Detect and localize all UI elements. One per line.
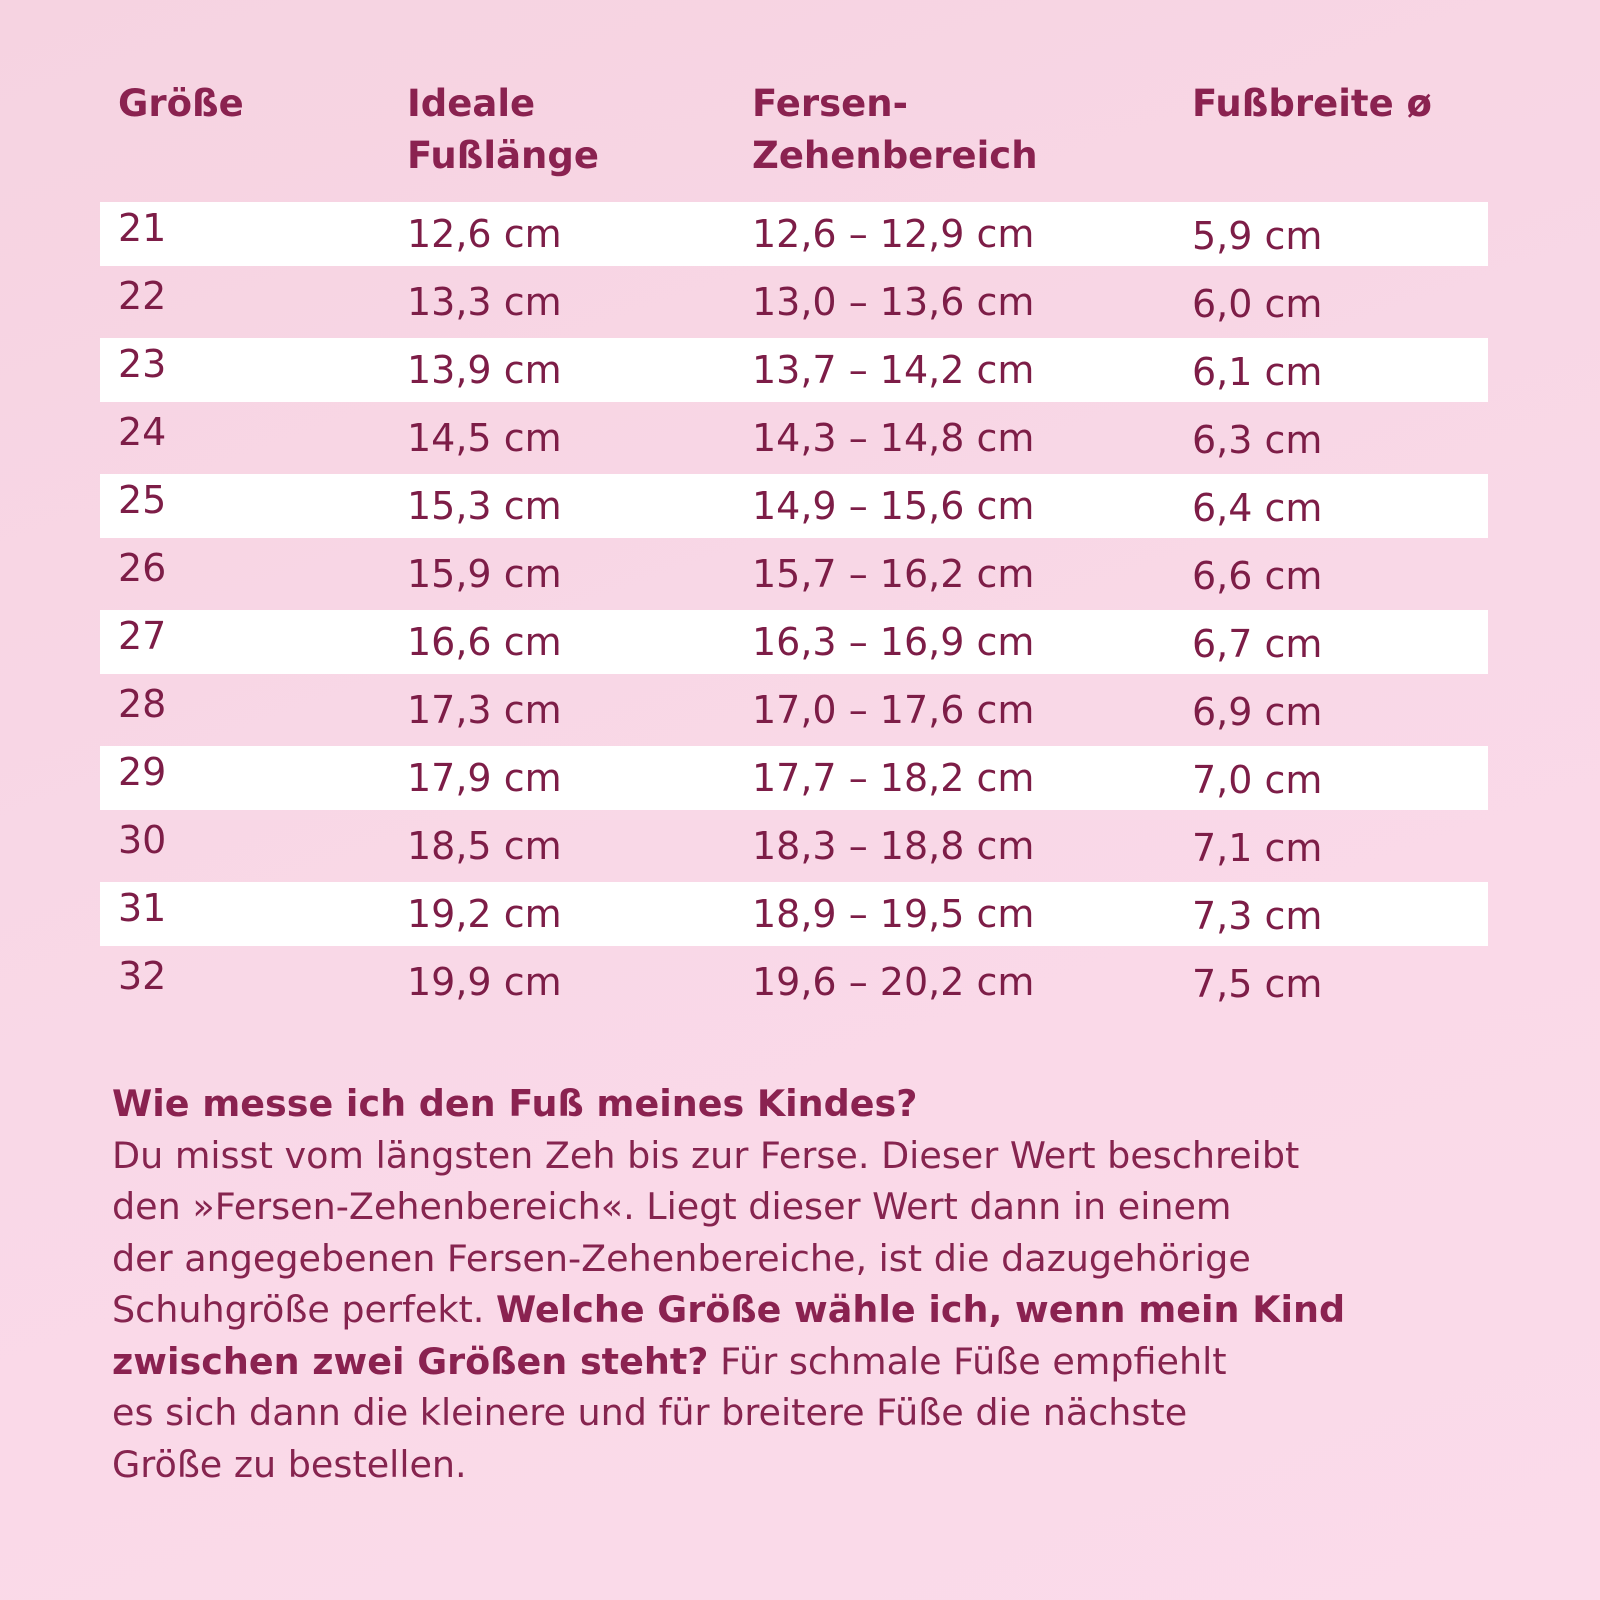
- cell-heel-toe-range: 13,0 – 13,6 cm: [752, 280, 1035, 324]
- cell-foot-width: 6,0 cm: [1192, 282, 1323, 326]
- header-foot-width: Fußbreite ø: [1192, 82, 1432, 125]
- cell-foot-width: 6,6 cm: [1192, 554, 1323, 598]
- cell-foot-width: 6,1 cm: [1192, 350, 1323, 394]
- table-row: [100, 746, 1488, 810]
- question-how-to-measure: Wie messe ich den Fuß meines Kindes?: [112, 1082, 918, 1125]
- cell-heel-toe-range: 14,3 – 14,8 cm: [752, 416, 1035, 460]
- cell-foot-width: 5,9 cm: [1192, 214, 1323, 258]
- cell-heel-toe-range: 18,3 – 18,8 cm: [752, 824, 1035, 868]
- answer-text: Für schmale Füße empfiehlt: [708, 1339, 1227, 1383]
- cell-foot-width: 7,3 cm: [1192, 894, 1323, 938]
- cell-size: 28: [118, 682, 167, 726]
- cell-size: 22: [118, 274, 167, 318]
- table-row: [100, 950, 1488, 1014]
- cell-foot-width: 6,4 cm: [1192, 486, 1323, 530]
- cell-heel-toe-range: 15,7 – 16,2 cm: [752, 552, 1035, 596]
- cell-foot-length: 12,6 cm: [407, 212, 562, 256]
- cell-size: 30: [118, 818, 167, 862]
- cell-foot-length: 19,2 cm: [407, 892, 562, 936]
- cell-size: 21: [118, 206, 167, 250]
- cell-heel-toe-range: 17,7 – 18,2 cm: [752, 756, 1035, 800]
- cell-foot-width: 6,3 cm: [1192, 418, 1323, 462]
- cell-size: 29: [118, 750, 167, 794]
- table-row: [100, 610, 1488, 674]
- measuring-info: [112, 1078, 1472, 1490]
- answer-line: den »Fersen-Zehenbereich«. Liegt dieser Wert dann in einem: [112, 1185, 1232, 1228]
- cell-foot-width: 7,5 cm: [1192, 962, 1323, 1006]
- answer-line: der angegebenen Fersen-Zehenbereiche, ist die dazugehörige: [112, 1236, 1251, 1280]
- table-header: [100, 78, 1488, 198]
- cell-foot-length: 13,9 cm: [407, 348, 562, 392]
- table-row: [100, 474, 1488, 538]
- table-row: [100, 542, 1488, 606]
- cell-size: 24: [118, 410, 167, 454]
- answer-text: Schuhgröße perfekt.: [112, 1288, 496, 1331]
- cell-heel-toe-range: 19,6 – 20,2 cm: [752, 960, 1035, 1004]
- answer-line: es sich dann die kleinere und für breitere Füße die nächste: [112, 1391, 1188, 1434]
- cell-foot-length: 16,6 cm: [407, 620, 562, 664]
- cell-heel-toe-range: 16,3 – 16,9 cm: [752, 620, 1035, 664]
- header-size: Größe: [118, 82, 244, 125]
- question-between-sizes-cont: zwischen zwei Größen steht?: [112, 1339, 709, 1383]
- cell-foot-width: 6,9 cm: [1192, 690, 1323, 734]
- table-row: [100, 814, 1488, 878]
- answer-line-mixed: [112, 1284, 1472, 1336]
- answer-line: Du misst vom längsten Zeh bis zur Ferse. Dieser Wert beschreibt: [112, 1133, 1300, 1177]
- cell-foot-width: 7,0 cm: [1192, 758, 1323, 802]
- answer-line-mixed: [112, 1336, 1472, 1388]
- cell-size: 31: [118, 886, 167, 930]
- cell-size: 25: [118, 478, 167, 522]
- cell-heel-toe-range: 18,9 – 19,5 cm: [752, 892, 1035, 936]
- cell-heel-toe-range: 13,7 – 14,2 cm: [752, 348, 1035, 392]
- cell-size: 23: [118, 342, 167, 386]
- cell-foot-length: 18,5 cm: [407, 824, 562, 868]
- table-row: [100, 270, 1488, 334]
- cell-foot-length: 15,9 cm: [407, 552, 562, 596]
- cell-size: 32: [118, 954, 167, 998]
- question-between-sizes: Welche Größe wähle ich, wenn mein Kind: [495, 1288, 1346, 1331]
- header-heel-toe-range: Fersen- Zehenbereich: [752, 82, 1038, 177]
- table-row: [100, 882, 1488, 946]
- table-row: [100, 338, 1488, 402]
- cell-size: 27: [118, 614, 167, 658]
- cell-foot-length: 17,9 cm: [407, 756, 562, 800]
- table-row: [100, 678, 1488, 742]
- table-row: [100, 202, 1488, 266]
- cell-foot-width: 7,1 cm: [1192, 826, 1323, 870]
- header-ideal-foot-length: Ideale Fußlänge: [407, 82, 599, 177]
- cell-foot-width: 6,7 cm: [1192, 622, 1323, 666]
- answer-line: Größe zu bestellen.: [112, 1442, 467, 1486]
- cell-foot-length: 14,5 cm: [407, 416, 562, 460]
- cell-foot-length: 17,3 cm: [407, 688, 562, 732]
- cell-heel-toe-range: 17,0 – 17,6 cm: [752, 688, 1035, 732]
- cell-foot-length: 15,3 cm: [407, 484, 562, 528]
- cell-size: 26: [118, 546, 167, 590]
- cell-heel-toe-range: 14,9 – 15,6 cm: [752, 484, 1035, 528]
- cell-foot-length: 19,9 cm: [407, 960, 562, 1004]
- cell-heel-toe-range: 12,6 – 12,9 cm: [752, 212, 1035, 256]
- cell-foot-length: 13,3 cm: [407, 280, 562, 324]
- table-row: [100, 406, 1488, 470]
- table-body: [100, 198, 1488, 1014]
